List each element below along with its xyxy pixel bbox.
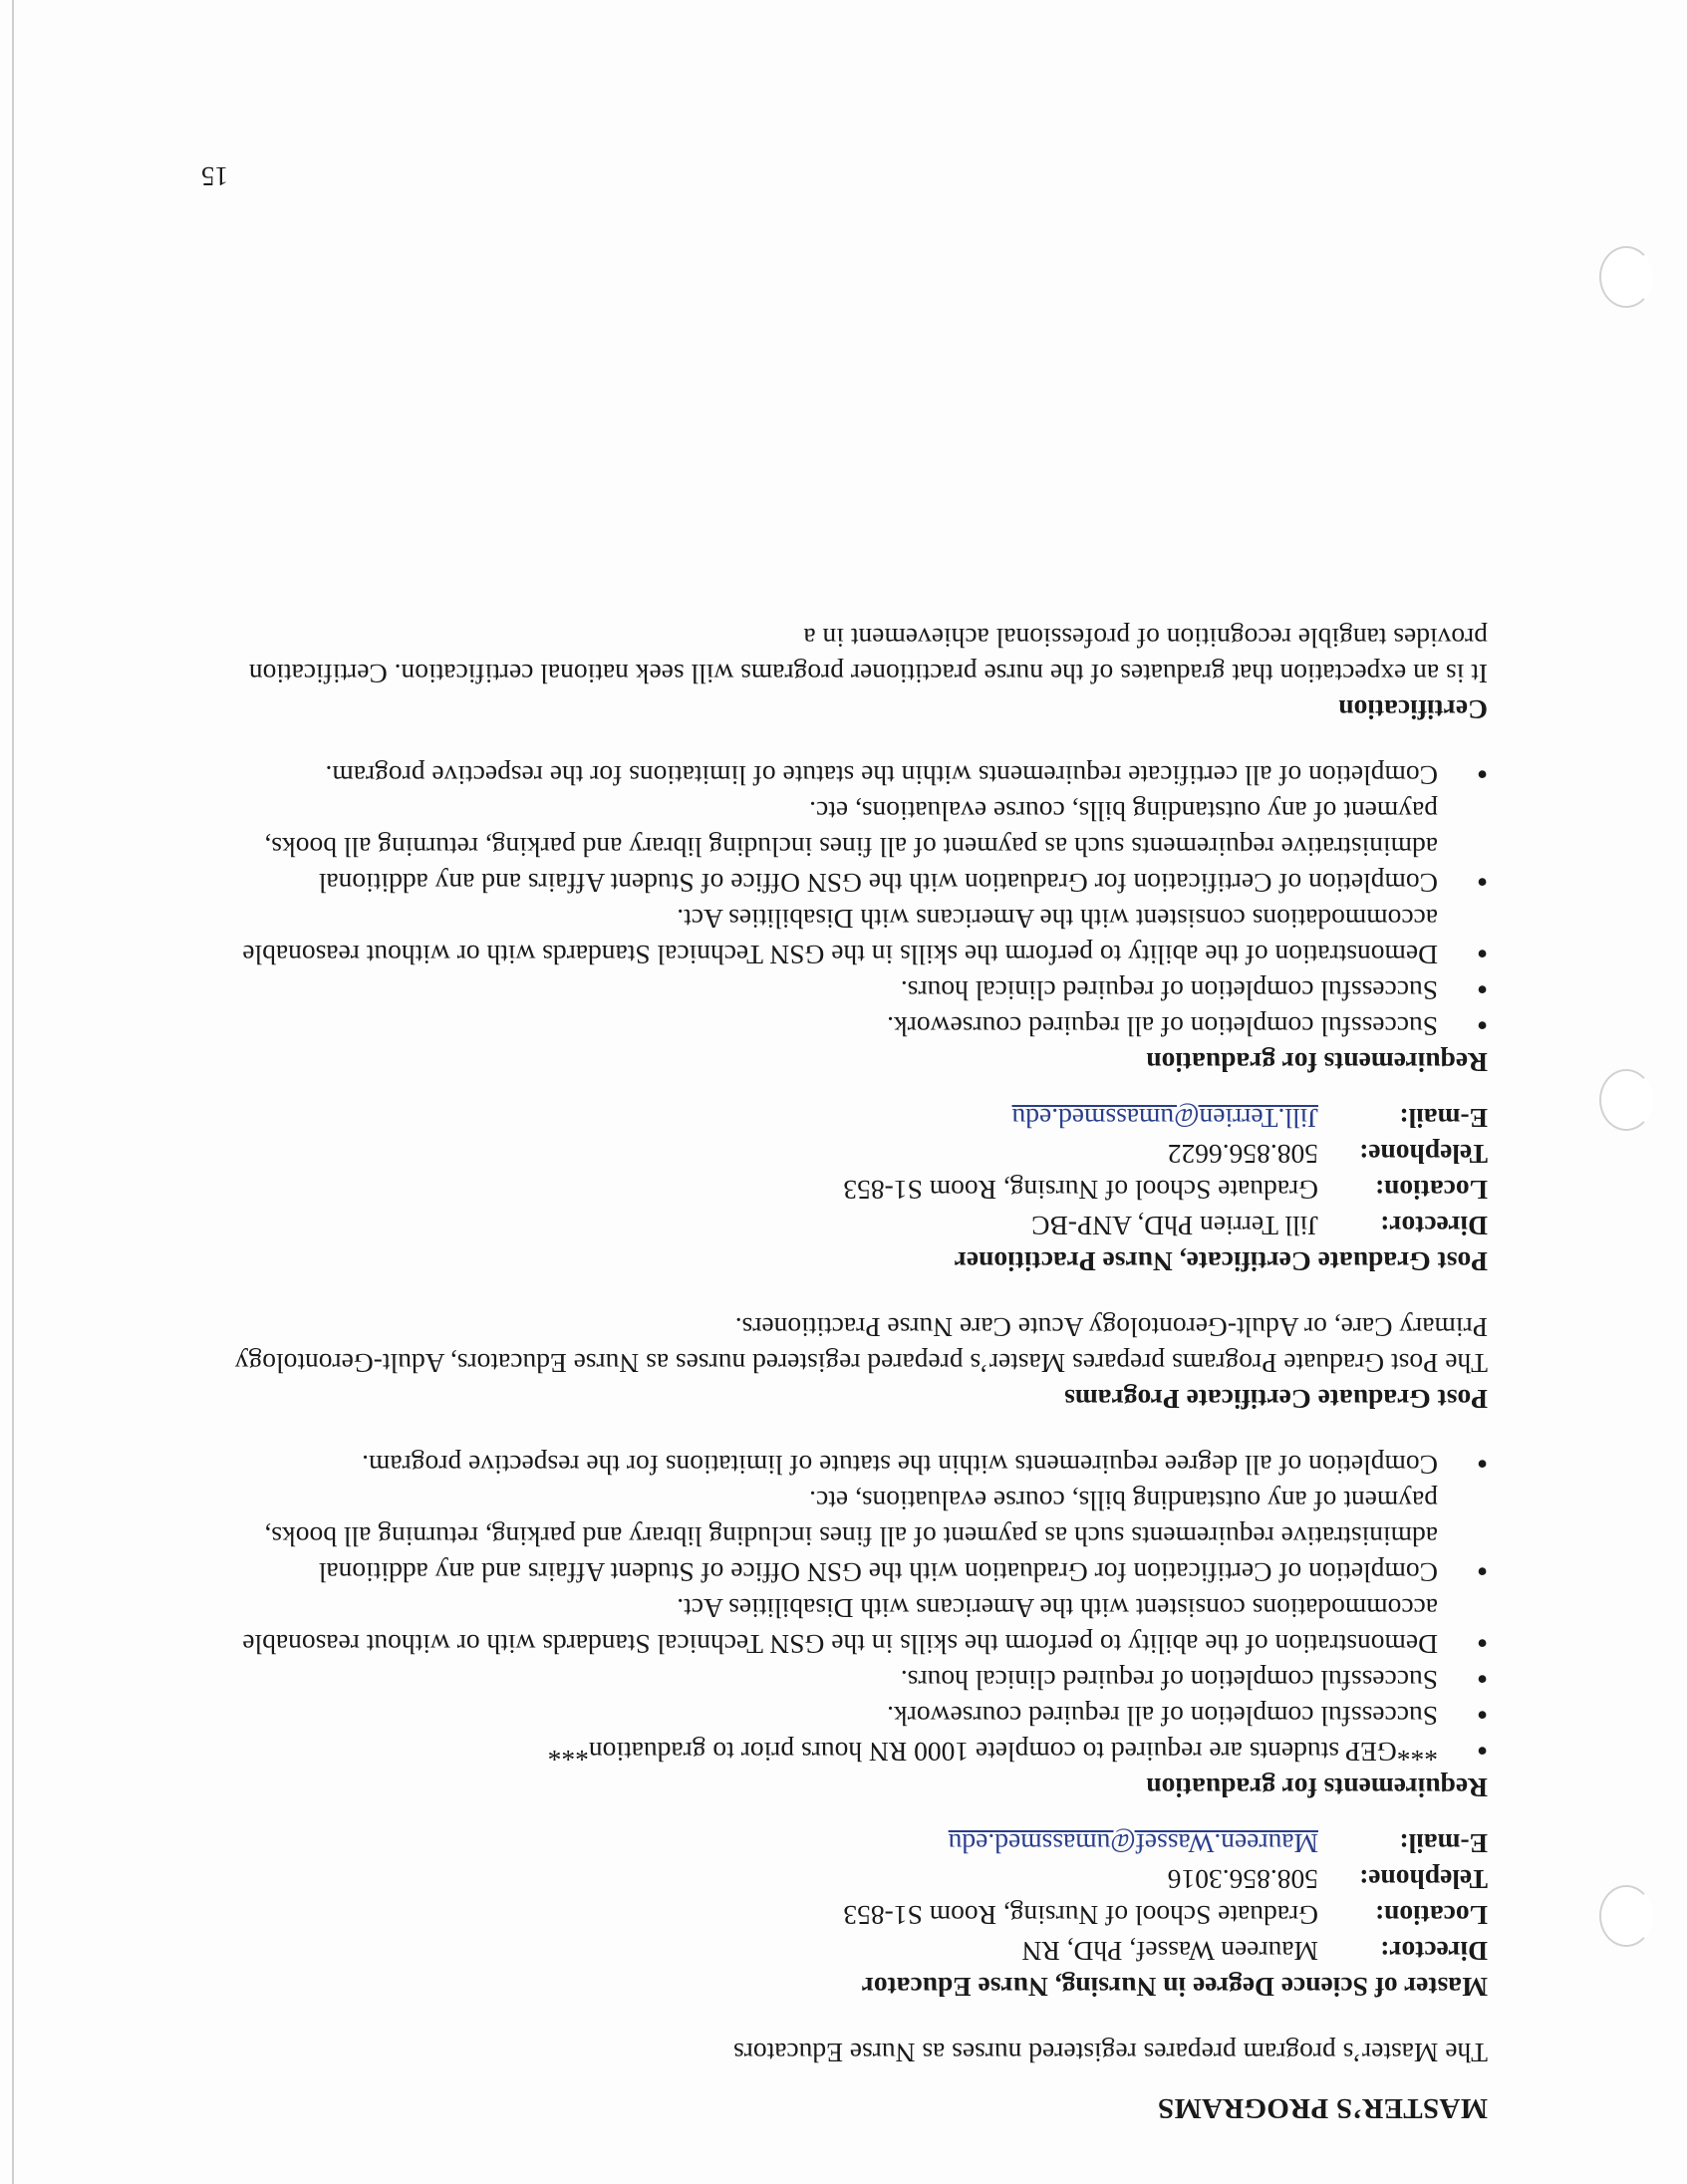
list-item: ● Successful completion of required clinical hours. [202,972,1488,1008]
director-label: Director: [1380,1936,1488,1967]
list-item: ● Demonstration of the ability to perform the skills in the GSN Technical Standards with or without reasonable accommodations consistent with the Americans with Disabilities Act. [202,1590,1488,1662]
requirements-heading: Requirements for graduation [1146,1047,1488,1078]
list-item: ● Completion of Certification for Graduation with the GSN Office of Student Affairs and any additional administrative requirements such as payment of all fines including library and parking, returning all books, payment of any outstanding bills, course evaluations, etc. [202,1483,1488,1590]
list-item: ● Successful completion of all required coursework. [202,1698,1488,1734]
email-label: E-mail: [1399,1828,1488,1859]
msn-heading: Master of Science Degree in Nursing, Nurse Educator [861,1972,1488,2003]
requirements-heading: Requirements for graduation [1146,1773,1488,1803]
location-value: Graduate School of Nursing, Room S1-853 [843,1900,1318,1931]
page-title: MASTER’S PROGRAMS [1157,2092,1488,2124]
document-body [202,620,1488,2126]
certification-heading: Certification [1338,694,1488,725]
punch-hole [1599,246,1653,308]
list-item: ● Completion of Certification for Graduation with the GSN Office of Student Affairs and any additional administrative requirements such as payment of all fines including library and parking, returning all books, payment of any outstanding bills, course evaluations, etc. [202,793,1488,901]
punch-hole [1599,1069,1653,1131]
director-value: Maureen Wassef, PhD, RN [1021,1936,1318,1967]
email-label: E-mail: [1399,1103,1488,1134]
list-item: ● Successful completion of all required coursework. [202,1008,1488,1044]
telephone-value: 508.856.3016 [1167,1864,1318,1895]
telephone-value: 508.856.6622 [1167,1139,1318,1170]
telephone-label: Telephone: [1359,1864,1488,1895]
np-requirements-list [202,757,1488,1044]
telephone-label: Telephone: [1359,1139,1488,1170]
intro-paragraph: The Master’s program prepares registered nurses as Nurse Educators [732,2038,1488,2068]
list-item: ● Successful completion of required clinical hours. [202,1662,1488,1698]
certification-paragraph: It is an expectation that graduates of the nurse practitioner programs will seek national certification. Certification provides tangible recognition of professional achievement in a [248,623,1488,689]
page-number: 15 [201,161,228,191]
punch-hole [1599,1885,1653,1947]
np-heading: Post Graduate Certificate, Nurse Practitioner [954,1246,1488,1277]
location-label: Location: [1374,1900,1488,1931]
list-item: ● Completion of all degree requirements within the statute of limitations for the respective program. [202,1447,1488,1483]
np-contact-block [202,1100,1488,1243]
location-value: Graduate School of Nursing, Room S1-853 [843,1175,1318,1206]
email-link[interactable]: Jill.Terrien@umassmed.edu [1011,1103,1318,1134]
director-value: Jill Terrien PhD, ANP-BC [1031,1211,1318,1241]
list-item: ● Demonstration of the ability to perform the skills in the GSN Technical Standards with or without reasonable accommodations consistent with the Americans with Disabilities Act. [202,901,1488,972]
msn-requirements-list [202,1447,1488,1770]
list-item: ● Completion of all certificate requirements within the statute of limitations for the respective program. [202,757,1488,793]
director-label: Director: [1380,1211,1488,1241]
list-item: ● ***GEP students are required to complete 1000 RN hours prior to graduation*** [202,1734,1488,1770]
msn-contact-block [202,1825,1488,1969]
pgc-heading: Post Graduate Certificate Programs [1064,1384,1488,1415]
pgc-paragraph: The Post Graduate Programs prepares Master’s prepared registered nurses as Nurse Educators, Adult-Gerontology Primary Care, or Adult-Gerontology Acute Care Nurse Practitioners. [234,1312,1488,1379]
location-label: Location: [1374,1175,1488,1206]
email-link[interactable]: Maureen.Wassef@umassmed.edu [948,1828,1318,1859]
page-edge-line [12,0,14,2184]
